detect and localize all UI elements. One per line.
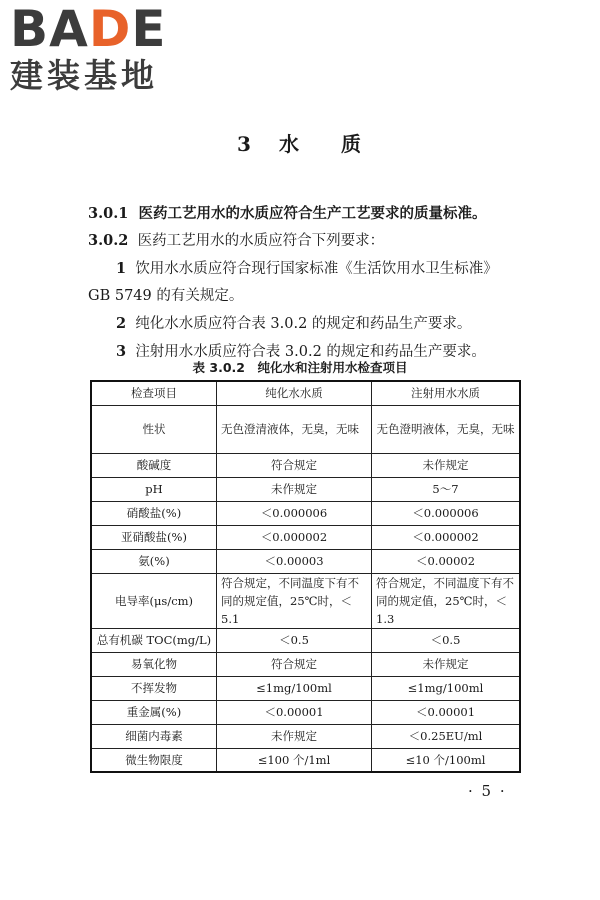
table-cell-purified: ＜0.000002: [217, 525, 372, 549]
table-cell-injection: ＜0.00001: [372, 700, 521, 724]
table-row: [91, 724, 520, 748]
brand-logo: [10, 0, 167, 96]
table-cell-purified: 未作规定: [217, 724, 372, 748]
table-header-row: [91, 381, 520, 405]
table-row: [91, 525, 520, 549]
table-cell-purified: ≤1mg/100ml: [217, 676, 372, 700]
table-row: [91, 405, 520, 453]
table-row: [91, 676, 520, 700]
table-cell-item: 硝酸盐(%): [91, 501, 217, 525]
table-cell-injection: 5～7: [372, 477, 521, 501]
page-number: · 5 ·: [468, 782, 507, 800]
table-title: 表 3.0.2 纯化水和注射用水检查项目: [192, 360, 408, 375]
list-item-continuation: GB 5749 的有关规定。: [88, 288, 244, 304]
table-cell-injection: 未作规定: [372, 652, 521, 676]
table-cell-purified: 符合规定，不同温度下有不同的规定值，25℃时，＜5.1: [217, 573, 372, 628]
list-item: 2 纯化水水质应符合表 3.0.2 的规定和药品生产要求。: [116, 315, 472, 332]
table-cell-purified: ≤100 个/1ml: [217, 748, 372, 772]
table-row: [91, 748, 520, 772]
table-row: [91, 549, 520, 573]
table-row: [91, 700, 520, 724]
table-cell-purified: ＜0.00001: [217, 700, 372, 724]
table-cell-purified: ＜0.000006: [217, 501, 372, 525]
table-cell-item: 总有机碳 TOC(mg/L): [91, 628, 217, 652]
table-cell-item: 酸碱度: [91, 453, 217, 477]
table-cell-injection: ＜0.00002: [372, 549, 521, 573]
table-cell-purified: ＜0.5: [217, 628, 372, 652]
clause-3-0-1: 3.0.1 医药工艺用水的水质应符合生产工艺要求的质量标准。: [88, 205, 487, 222]
logo-wordmark: BADE: [10, 0, 167, 58]
table-cell-purified: ＜0.00003: [217, 549, 372, 573]
table-header-cell: 检查项目: [91, 381, 217, 405]
table-cell-item: pH: [91, 477, 217, 501]
table-row: [91, 628, 520, 652]
table-row: [91, 477, 520, 501]
chapter-title: 3 水 质: [237, 132, 363, 156]
table-cell-item: 易氧化物: [91, 652, 217, 676]
table-row: [91, 501, 520, 525]
table-cell-item: 性状: [91, 405, 217, 453]
table-cell-item: 电导率(μs/cm): [91, 573, 217, 628]
table-cell-item: 不挥发物: [91, 676, 217, 700]
table-cell-item: 氨(%): [91, 549, 217, 573]
table-cell-item: 亚硝酸盐(%): [91, 525, 217, 549]
table-cell-injection: 符合规定，不同温度下有不同的规定值，25℃时，＜1.3: [372, 573, 521, 628]
list-item: 3 注射用水水质应符合表 3.0.2 的规定和药品生产要求。: [116, 343, 486, 360]
clause-list: [88, 200, 508, 366]
table-cell-injection: ＜0.5: [372, 628, 521, 652]
table-header-cell: 注射用水水质: [372, 381, 521, 405]
table-cell-injection: ≤1mg/100ml: [372, 676, 521, 700]
table-header-cell: 纯化水水质: [217, 381, 372, 405]
table-cell-injection: ≤10 个/100ml: [372, 748, 521, 772]
table-cell-item: 重金属(%): [91, 700, 217, 724]
table-cell-injection: 未作规定: [372, 453, 521, 477]
logo-subtitle: 建装基地: [10, 56, 158, 95]
table-row: [91, 453, 520, 477]
water-quality-table: [90, 380, 521, 773]
table-cell-injection: ＜0.25EU/ml: [372, 724, 521, 748]
table-row: [91, 652, 520, 676]
table-cell-item: 细菌内毒素: [91, 724, 217, 748]
table-cell-purified: 无色澄清液体，无臭，无味: [217, 405, 372, 453]
table-cell-item: 微生物限度: [91, 748, 217, 772]
clause-3-0-2: 3.0.2 医药工艺用水的水质应符合下列要求：: [88, 232, 385, 249]
list-item: 1 饮用水水质应符合现行国家标准《生活饮用水卫生标准》: [116, 260, 498, 277]
table-cell-purified: 未作规定: [217, 477, 372, 501]
table-cell-injection: ＜0.000002: [372, 525, 521, 549]
table-cell-purified: 符合规定: [217, 652, 372, 676]
table-cell-purified: 符合规定: [217, 453, 372, 477]
table-cell-injection: ＜0.000006: [372, 501, 521, 525]
table-cell-injection: 无色澄明液体，无臭，无味: [372, 405, 521, 453]
table-row: [91, 573, 520, 628]
